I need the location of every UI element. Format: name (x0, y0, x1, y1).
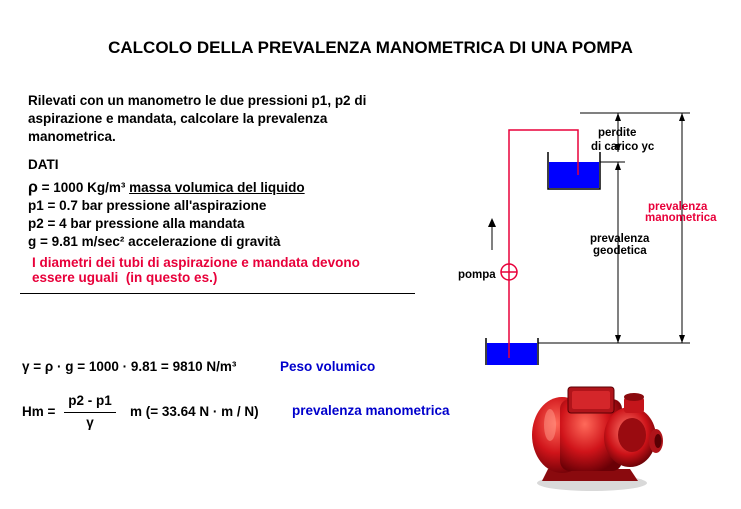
rho-line (28, 179, 305, 197)
p2-line: p2 = 4 bar pressione alla mandata (28, 216, 245, 231)
gamma-label: Peso volumico (280, 359, 376, 374)
prev-geo-label-1: prevalenza (590, 233, 650, 245)
hm-rhs: m (= 33.64 N · m / N) (130, 404, 259, 419)
hm-label: prevalenza manometrica (292, 403, 450, 418)
lower-water (487, 343, 537, 365)
note-line1: I diametri dei tubi di aspirazione e mandata devono (32, 255, 360, 270)
g-line: g = 9.81 m/sec² accelerazione di gravità (28, 234, 281, 249)
p1-line: p1 = 0.7 bar pressione all'aspirazione (28, 198, 267, 213)
perdite-label-2: di carico yc (591, 141, 655, 153)
perdite-label-1: perdite (598, 127, 637, 139)
hm-numerator: p2 - p1 (68, 393, 112, 408)
prev-geo-label-2: geodetica (593, 245, 647, 257)
pump-diagram (440, 100, 740, 365)
upper-water (549, 162, 599, 188)
note-equal: essere uguali (32, 270, 119, 285)
separator-line (20, 293, 415, 294)
hm-lhs: Hm = (22, 404, 56, 419)
gamma-formula: γ = ρ · g = 1000 · 9.81 = 9810 N/m³ (22, 359, 237, 374)
pump-illustration (520, 375, 670, 495)
hm-denominator: γ (86, 415, 94, 430)
dati-heading: DATI (28, 157, 59, 172)
problem-statement: Rilevati con un manometro le due pressioni p1, p2 di aspirazione e mandata, calcolare la prevalenza manometrica. (28, 93, 367, 144)
rho-value: = 1000 Kg/m³ (37, 180, 130, 195)
page-title: CALCOLO DELLA PREVALENZA MANOMETRICA DI UNA POMPA (108, 38, 633, 57)
note-line2 (32, 270, 217, 285)
fraction-bar (64, 412, 116, 413)
prev-man-label-1: prevalenza (648, 201, 708, 213)
rho-symbol: ρ (28, 179, 38, 196)
pompa-label: pompa (458, 269, 496, 281)
note-paren: (in questo es.) (125, 270, 218, 285)
prev-man-label-2: manometrica (645, 212, 717, 224)
rho-desc: massa volumica del liquido (129, 180, 305, 195)
